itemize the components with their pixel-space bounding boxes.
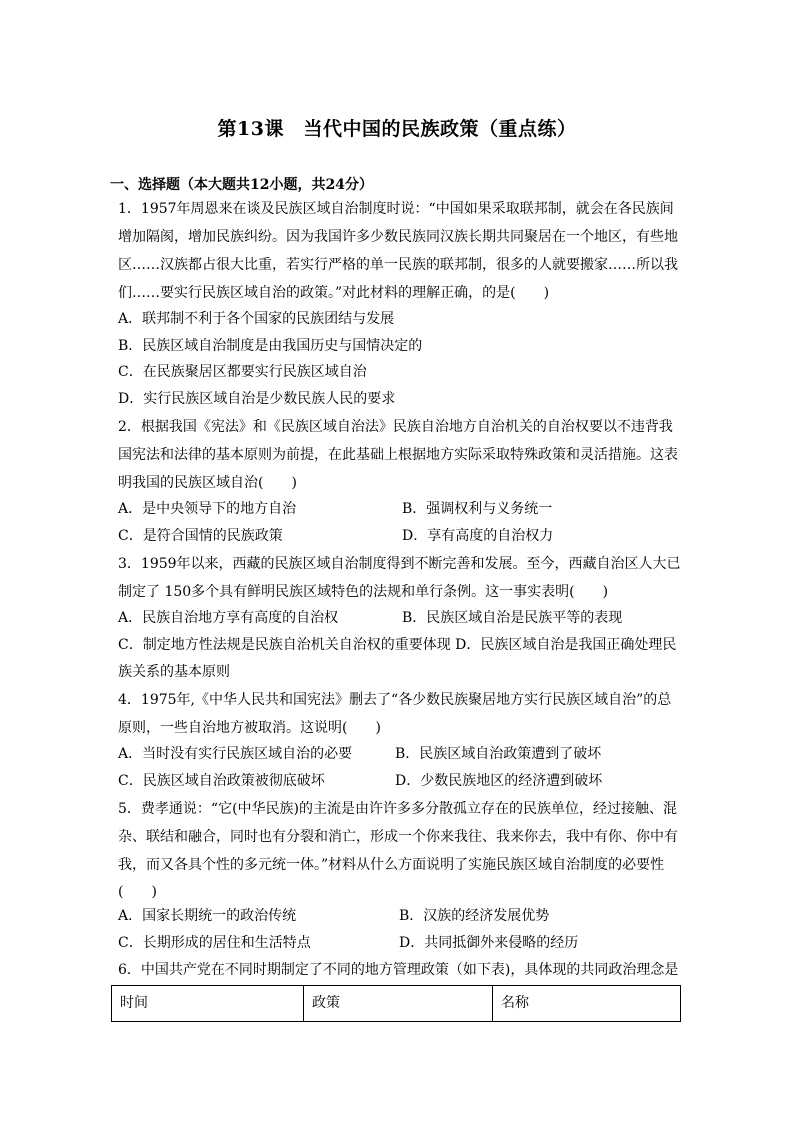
question-5-line-2: 杂、联结和融合，同时也有分裂和消亡，形成一个你来我往、我来你去，我中有你、你中有 bbox=[118, 829, 678, 845]
option-4a: A．当时没有实行民族区域自治的必要 bbox=[118, 746, 353, 762]
question-1-line-4: 们……要实行民族区域自治的政策。”对此材料的理解正确，的是( ) bbox=[118, 285, 550, 301]
option-3a: A．民族自治地方享有高度的自治权 bbox=[118, 610, 339, 626]
section-heading: 一、选择题（本大题共12小题，共24分） bbox=[110, 177, 373, 193]
option-1c: C．在民族聚居区都要实行民族区域自治 bbox=[118, 364, 367, 380]
question-4-line-1: 4．1975年,《中华人民共和国宪法》删去了“各少数民族聚居地方实行民族区域自治”的总 bbox=[118, 692, 672, 708]
option-5d: D．共同抵御外来侵略的经历 bbox=[399, 935, 579, 951]
question-1-line-1: 1．1957年周恩来在谈及民族区域自治制度时说：“中国如果采取联邦制，就会在各民族间 bbox=[118, 201, 674, 217]
option-5a: A．国家长期统一的政治传统 bbox=[118, 908, 297, 924]
question-1-line-3: 区……汉族都占很大比重，若实行严格的单一民族的联邦制，很多的人就要搬家……所以我 bbox=[118, 257, 678, 273]
option-1a: A．联邦制不利于各个国家的民族团结与发展 bbox=[118, 311, 395, 327]
option-3c-d-line-1: C．制定地方性法规是民族自治机关自治权的重要体现 D．民族区域自治是我国正确处理民 bbox=[118, 637, 677, 653]
table-header-name: 名称 bbox=[493, 986, 681, 1022]
page-title: 第13课 当代中国的民族政策（重点练） bbox=[217, 118, 577, 140]
option-4c: C．民族区域自治政策被彻底破坏 bbox=[118, 773, 325, 789]
question-4-line-2: 原则，一些自治地方被取消。这说明( ) bbox=[118, 720, 381, 736]
option-4b: B．民族区域自治政策遭到了破坏 bbox=[395, 746, 602, 762]
question-1-line-2: 增加隔阂，增加民族纠纷。因为我国许多少数民族同汉族长期共同聚居在一个地区，有些地 bbox=[118, 229, 678, 245]
question-3-line-2: 制定了 150多个具有鲜明民族区域特色的法规和单行条例。这一事实表明( ) bbox=[118, 584, 609, 600]
question-5-line-1: 5．费孝通说：“它(中华民族)的主流是由许许多多分散孤立存在的民族单位，经过接触、混 bbox=[118, 801, 677, 817]
table-header-row bbox=[112, 986, 681, 1022]
question-2-line-2: 国宪法和法律的基本原则为前提，在此基础上根据地方实际采取特殊政策和灵活措施。这表 bbox=[118, 447, 678, 463]
question-2-line-1: 2．根据我国《宪法》和《民族区域自治法》民族自治地方自治机关的自治权要以不违背我 bbox=[118, 419, 673, 435]
option-4d: D．少数民族地区的经济遭到破坏 bbox=[395, 773, 603, 789]
table-header-time: 时间 bbox=[112, 986, 304, 1022]
question-5-line-3: 我，而又各具个性的多元统一体。”材料从什么方面说明了实施民族区域自治制度的必要性 bbox=[118, 857, 665, 873]
option-2d: D．享有高度的自治权力 bbox=[402, 528, 554, 544]
option-2b: B．强调权利与义务统一 bbox=[402, 501, 553, 517]
policy-table bbox=[111, 985, 681, 1022]
option-1d: D．实行民族区域自治是少数民族人民的要求 bbox=[118, 391, 396, 407]
table-header-policy: 政策 bbox=[304, 986, 493, 1022]
option-5b: B．汉族的经济发展优势 bbox=[399, 908, 550, 924]
option-1b: B．民族区域自治制度是由我国历史与国情决定的 bbox=[118, 338, 423, 354]
option-5c: C．长期形成的居住和生活特点 bbox=[118, 935, 311, 951]
question-2-line-3: 明我国的民族区域自治( ) bbox=[118, 475, 297, 491]
option-2a: A．是中央领导下的地方自治 bbox=[118, 501, 297, 517]
option-3b: B．民族区域自治是民族平等的表现 bbox=[402, 610, 623, 626]
option-2c: C．是符合国情的民族政策 bbox=[118, 528, 283, 544]
option-3d-line-2: 族关系的基本原则 bbox=[118, 664, 230, 680]
question-3-line-1: 3．1959年以来，西藏的民族区域自治制度得到不断完善和发展。至今，西藏自治区人大已 bbox=[118, 556, 681, 572]
question-5-line-4: ( ) bbox=[118, 884, 157, 900]
question-6-line-1: 6．中国共产党在不同时期制定了不同的地方管理政策（如下表)，具体现的共同政治理念是 bbox=[118, 962, 679, 978]
